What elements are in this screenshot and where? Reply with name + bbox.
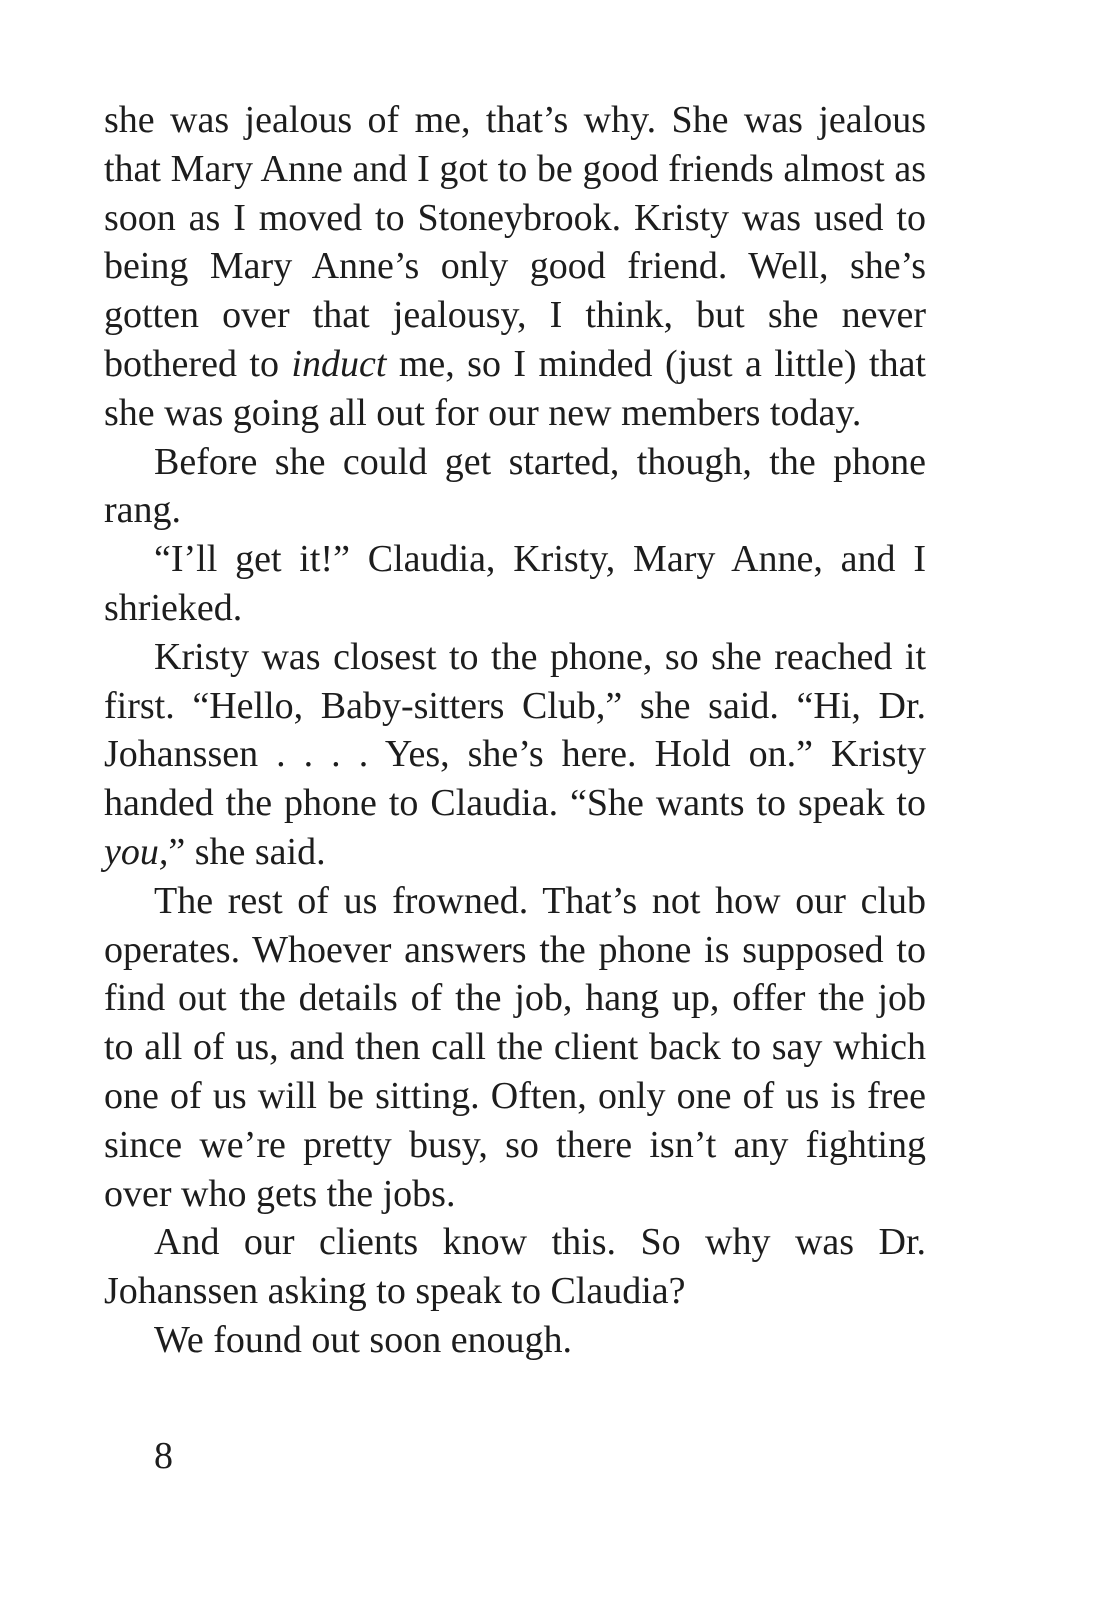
paragraph-4-text-a: Kristy was closest to the phone, so she reached it first. “Hello, Baby-sitters Club,” she said. “Hi, Dr. Johanssen . . . . Yes, she’s here. Hold on.” Kristy handed the phone to Claudia. “She wants to speak to <box>104 635 926 825</box>
page-number: 8 <box>154 1435 173 1477</box>
paragraph-6-text: And our clients know this. So why was Dr. Johanssen asking to speak to Claudia? <box>104 1221 926 1313</box>
paragraph-3-text: “I’ll get it!” Claudia, Kristy, Mary Anne, and I shrieked. <box>104 538 926 629</box>
paragraph-4-italic-word: you, <box>104 830 169 873</box>
book-page-text <box>104 96 926 1365</box>
paragraph-1-text-b: me, so I minded (just a little) that she was going all out for our new members today. <box>104 342 926 434</box>
paragraph-5-text: The rest of us frowned. That’s not how our club operates. Whoever answers the phone is supposed to find out the details of the job, hang up, offer the job to all of us, and then call the client back to say which one of us will be sitting. Often, only one of us is free since we’re pretty busy, so there isn’t any fighting over who gets the jobs. <box>104 879 926 1215</box>
paragraph-6 <box>104 1218 926 1316</box>
paragraph-4-text-b: ” she said. <box>168 830 326 873</box>
paragraph-1-text-a: she was jealous of me, that’s why. She was jealous that Mary Anne and I got to be good friends almost as soon as I moved to Stoneybrook. Kristy was used to being Mary Anne’s only good friend. Well, she’s gotten over that jealousy, I think, but she never bothered to <box>104 99 926 385</box>
paragraph-2-text: Before she could get started, though, the phone rang. <box>104 440 926 532</box>
paragraph-3 <box>104 535 926 633</box>
paragraph-1-italic-word: induct <box>291 342 387 385</box>
paragraph-7-text: We found out soon enough. <box>154 1318 573 1361</box>
paragraph-4 <box>104 633 926 877</box>
paragraph-5 <box>104 877 926 1219</box>
paragraph-1 <box>104 96 926 438</box>
paragraph-2 <box>104 438 926 536</box>
paragraph-7 <box>104 1316 926 1365</box>
